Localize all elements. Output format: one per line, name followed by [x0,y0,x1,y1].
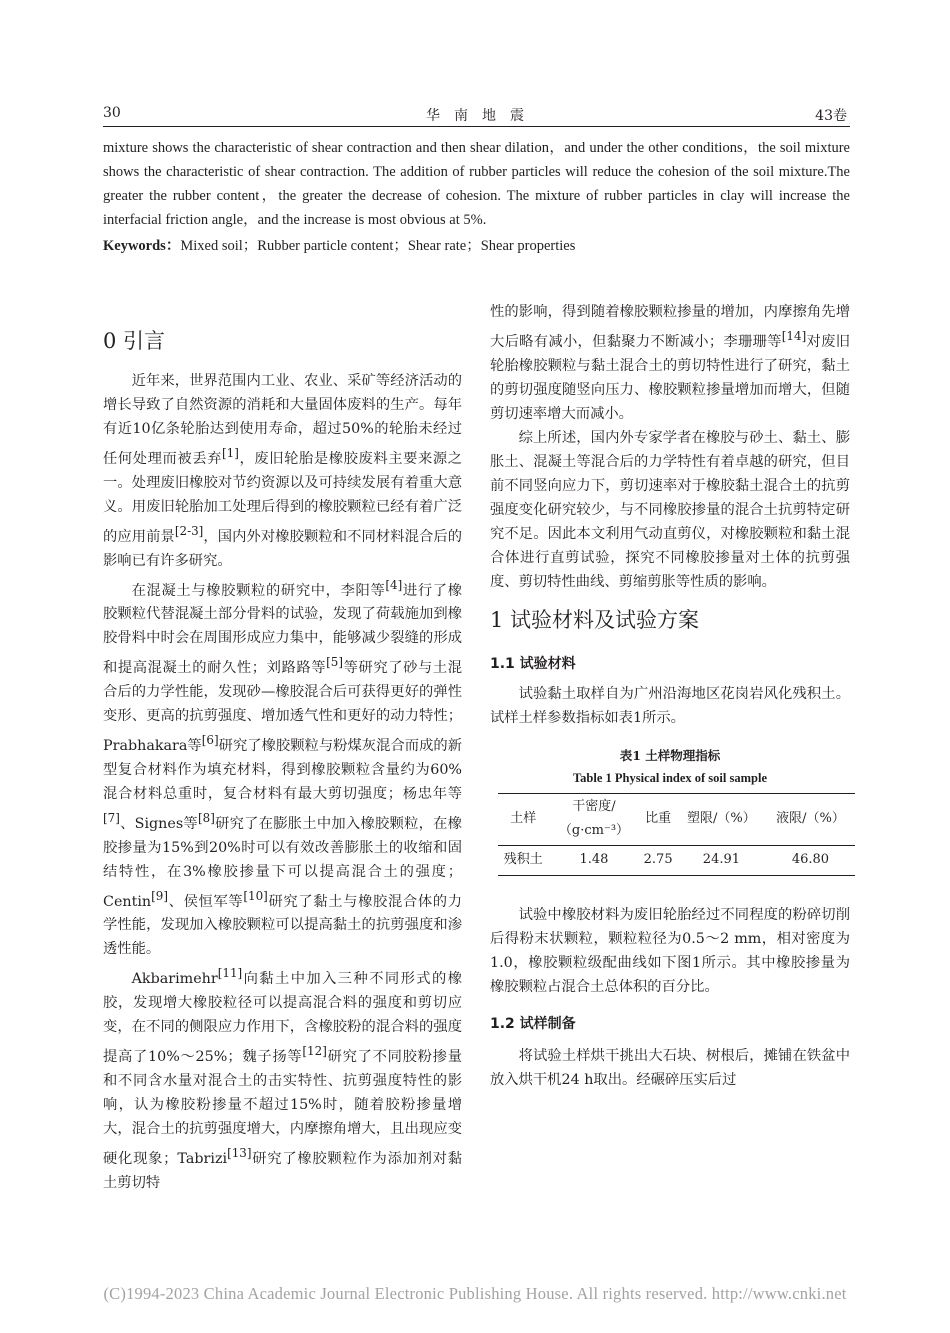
intro-paragraph-3-continued: 性的影响，得到随着橡胶颗粒掺量的增加，内摩擦角先增大后略有减小，但黏聚力不断减小；李珊珊等[14]对废旧轮胎橡胶颗粒与黏土混合土的剪切特性进行了研究，黏土的剪切强度随竖向压力、橡胶颗粒掺量增加而增大，但随剪切速率增大而减小。 [490,304,851,422]
table-cell: 1.48 [579,852,609,868]
table-caption-en: Table 1 Physical index of soil sample [572,770,767,785]
right-column [490,300,850,1092]
soil-index-table [498,793,855,876]
abstract [103,136,850,232]
table-header-row [498,793,855,845]
section-1-heading: 1 试验材料及试验方案 [490,607,700,632]
citation[interactable]: [10] [243,888,268,903]
table-header-cell: 干密度/ （g·cm⁻³） [558,799,630,839]
citation[interactable]: [6] [201,733,219,748]
intro-paragraph-2: 在混凝土与橡胶颗粒的研究中，李阳等[4]进行了橡胶颗粒代替混凝土部分骨料的试验，发现了荷载施加到橡胶骨料中时会在周围形成应力集中，能够减少裂缝的形成和提高混凝土的耐久性；刘路路等[5]等研究了砂与土混合后的力学性能，发现砂—橡胶混合后可获得更好的弹性变形、更高的抗剪强度、增加透气性和更好的动力特性；Prabhakara等[6]研究了橡胶颗粒与粉煤灰混合而成的新型复合材料作为填充材料，得到橡胶颗粒含量约为60%混合材料总重时，复合材料有最大剪切强度；杨忠年等[7]、Signes等[8]研究了在膨胀土中加入橡胶颗粒，在橡胶掺量为15%到20%时可以有效改善膨胀土的收缩和固结特性，在3%橡胶掺量下可以提高混合土的强度；Centin[9]、侯恒军等[10]研究了黏土与橡胶混合体的力学性能，发现加入橡胶颗粒可以提高黏土的抗剪强度和渗透性能。 [103,577,463,958]
intro-paragraph-4: 综上所述，国内外专家学者在橡胶与砂土、黏土、膨胀土、混凝土等混合后的力学特性有着卓越的研究，但目前不同竖向应力下，剪切速率对于橡胶黏土混合土的抗剪强度变化研究较少，与不同橡胶掺量的混合土抗剪特定研究不足。因此本文利用气动直剪仪，对橡胶颗粒和黏土混合体进行直剪试验，探究不同橡胶掺量对土体的抗剪强度、剪切特性曲线、剪缩剪胀等性质的影响。 [490,429,850,590]
materials-paragraph-1: 试验黏土取样自为广州沿海地区花岗岩风化残积土。试样土样参数指标如表1所示。 [490,685,850,726]
materials-paragraph-2: 试验中橡胶材料为废旧轮胎经过不同程度的粉碎切削后得粉末状颗粒，颗粒粒径为0.5～2 mm，相对密度为1.0，橡胶颗粒级配曲线如下图1所示。其中橡胶掺量为橡胶颗粒占混合土总体积的百分比。 [490,906,850,995]
keywords-list: Mixed soil；Rubber particle content；Shear rate；Shear properties [180,238,576,254]
intro-paragraph-1: 近年来，世界范围内工业、农业、采矿等经济活动的增长导致了自然资源的消耗和大量固体废料的生产。每年有近10亿条轮胎达到使用寿命，超过50%的轮胎未经过任何处理而被丢弃[1]，废旧轮胎是橡胶废料主要来源之一。处理废旧橡胶对节约资源以及可持续发展有着重大意义。用废旧轮胎加工处理后得到的橡胶颗粒已经有着广泛的应用前景[2-3]，国内外对橡胶颗粒和不同材料混合后的影响已有许多研究。 [103,373,463,569]
keywords [103,235,575,257]
header-rule [103,126,850,127]
copyright-footer: (C)1994-2023 China Academic Journal Electronic Publishing House. All rights reserved. http://www.cnki.net [103,1284,847,1303]
citation[interactable]: [1] [222,446,239,460]
table-cell: 残积土 [503,852,543,868]
abstract-text: mixture shows the characteristic of shear contraction and then shear dilation，and under the other conditions，the soil mixture shows the characteristic of shear contraction. The addition of rubber particles will reduce the cohesion of the soil mixture.The greater the rubber content，the greater the decrease of cohesion. The mixture of rubber particles in clay will increase the interfacial friction angle，and the increase is most obvious at 5%. [103,140,850,228]
citation[interactable]: [12] [302,1044,327,1059]
citation[interactable]: [11] [217,966,243,981]
table-header-cell: 塑限/（%） [687,811,756,827]
citation[interactable]: [9] [151,888,169,903]
section-0-heading: 0 引言 [103,329,166,353]
section-1-1-heading: 1.1 试验材料 [490,655,576,672]
journal-title: 华 南 地 震 [426,108,524,124]
citation[interactable]: [7] [103,810,120,825]
keywords-label: Keywords： [103,238,181,254]
page-number: 30 [103,105,121,121]
table-cell: 46.80 [791,852,830,868]
table-header-cell: 液限/（%） [776,811,845,827]
citation[interactable]: [13] [227,1145,252,1160]
citation[interactable]: [2-3] [174,523,204,538]
table-1 [490,745,850,876]
citation[interactable]: [8] [197,810,215,825]
table-header-cell: 土样 [510,811,537,827]
citation[interactable]: [14] [781,329,807,343]
table-row [498,845,855,875]
citation[interactable]: [4] [385,577,403,592]
intro-paragraph-3: Akbarimehr[11]向黏土中加入三种不同形式的橡胶，发现增大橡胶粒径可以提高混合料的强度和剪切应变，在不同的侧限应力作用下，含橡胶粉的混合料的强度提高了10%～25%；魏子扬等[12]研究了不同胶粉掺量和不同含水量对混合土的击实特性、抗剪强度特性的影响，认为橡胶粉掺量不超过15%时，随着胶粉掺量增大，混合土的抗剪强度增大，内摩擦角增大，且出现应变硬化现象；Tabrizi[13]研究了橡胶颗粒作为添加剂对黏土剪切特 [103,966,463,1191]
table-header-cell: 比重 [645,811,672,827]
preparation-paragraph-1: 将试验土样烘干挑出大石块、树根后，摊铺在铁盆中放入烘干机24 h取出。经碾碎压实后过 [490,1047,850,1088]
section-1-2-heading: 1.2 试样制备 [490,1015,576,1032]
table-cell: 2.75 [643,852,673,868]
citation[interactable]: [5] [326,655,343,670]
table-cell: 24.91 [702,852,741,868]
volume-label: 43卷 [815,108,847,124]
left-column [103,326,462,1195]
table-caption-cn: 表1 土样物理指标 [619,747,721,763]
